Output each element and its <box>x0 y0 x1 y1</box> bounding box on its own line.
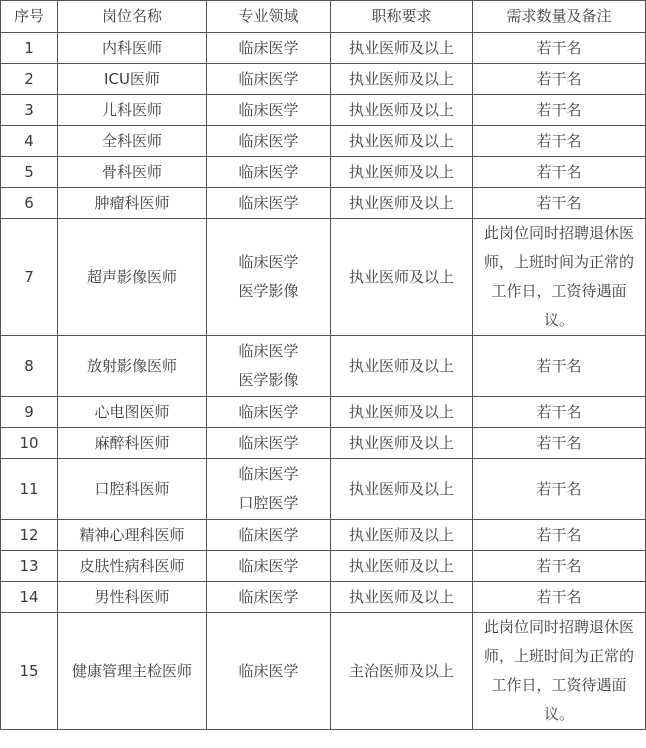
cell-note: 若干名 <box>473 157 646 188</box>
cell-index: 7 <box>1 219 58 336</box>
table-row <box>1 188 646 219</box>
cell-index: 3 <box>1 95 58 126</box>
cell-position: 男性科医师 <box>58 582 207 613</box>
table-header-row <box>1 1 646 33</box>
cell-requirement: 执业医师及以上 <box>331 428 473 459</box>
cell-note: 若干名 <box>473 126 646 157</box>
cell-note: 若干名 <box>473 33 646 64</box>
table-row <box>1 336 646 397</box>
cell-position: 肿瘤科医师 <box>58 188 207 219</box>
field-line: 临床医学 <box>238 465 299 483</box>
cell-note: 若干名 <box>473 336 646 397</box>
field-line: 临床医学 <box>238 342 299 360</box>
cell-note: 若干名 <box>473 582 646 613</box>
cell-position: 心电图医师 <box>58 397 207 428</box>
cell-position: 放射影像医师 <box>58 336 207 397</box>
field-line: 临床医学 <box>238 38 299 57</box>
cell-position: 皮肤性病科医师 <box>58 551 207 582</box>
cell-requirement: 执业医师及以上 <box>331 95 473 126</box>
cell-requirement: 执业医师及以上 <box>331 157 473 188</box>
field-line: 医学影像 <box>238 371 299 389</box>
cell-index: 8 <box>1 336 58 397</box>
cell-position: 精神心理科医师 <box>58 520 207 551</box>
cell-position: ICU医师 <box>58 64 207 95</box>
table-row <box>1 582 646 613</box>
cell-index: 11 <box>1 459 58 520</box>
header-field: 专业领域 <box>207 1 331 33</box>
table-row <box>1 613 646 730</box>
cell-index: 14 <box>1 582 58 613</box>
cell-field <box>207 459 331 520</box>
cell-field <box>207 582 331 613</box>
cell-requirement: 执业医师及以上 <box>331 219 473 336</box>
cell-note: 若干名 <box>473 64 646 95</box>
field-line: 临床医学 <box>238 402 299 421</box>
cell-requirement: 执业医师及以上 <box>331 551 473 582</box>
field-line: 临床医学 <box>238 253 299 271</box>
cell-requirement: 执业医师及以上 <box>331 336 473 397</box>
cell-field <box>207 64 331 95</box>
table-row <box>1 157 646 188</box>
cell-position: 内科医师 <box>58 33 207 64</box>
cell-requirement: 执业医师及以上 <box>331 520 473 551</box>
cell-position: 麻醉科医师 <box>58 428 207 459</box>
cell-index: 5 <box>1 157 58 188</box>
header-index: 序号 <box>1 1 58 33</box>
cell-field <box>207 95 331 126</box>
cell-index: 12 <box>1 520 58 551</box>
cell-field <box>207 551 331 582</box>
cell-index: 1 <box>1 33 58 64</box>
cell-note: 若干名 <box>473 397 646 428</box>
cell-index: 13 <box>1 551 58 582</box>
field-line: 医学影像 <box>238 282 299 300</box>
cell-index: 2 <box>1 64 58 95</box>
table-row <box>1 459 646 520</box>
field-line: 临床医学 <box>238 556 299 575</box>
cell-position: 儿科医师 <box>58 95 207 126</box>
cell-field <box>207 33 331 64</box>
field-line: 口腔医学 <box>238 494 299 512</box>
table-row <box>1 397 646 428</box>
cell-requirement: 执业医师及以上 <box>331 459 473 520</box>
cell-note: 若干名 <box>473 459 646 520</box>
field-line: 临床医学 <box>238 162 299 181</box>
cell-field <box>207 613 331 730</box>
field-line: 临床医学 <box>238 100 299 119</box>
cell-requirement: 执业医师及以上 <box>331 126 473 157</box>
header-position: 岗位名称 <box>58 1 207 33</box>
cell-field <box>207 126 331 157</box>
cell-requirement: 执业医师及以上 <box>331 188 473 219</box>
cell-index: 10 <box>1 428 58 459</box>
cell-requirement: 执业医师及以上 <box>331 33 473 64</box>
cell-note: 若干名 <box>473 551 646 582</box>
field-line: 临床医学 <box>238 433 299 452</box>
cell-requirement: 主治医师及以上 <box>331 613 473 730</box>
cell-requirement: 执业医师及以上 <box>331 397 473 428</box>
table-row <box>1 126 646 157</box>
table-body <box>1 33 646 730</box>
cell-index: 6 <box>1 188 58 219</box>
field-line: 临床医学 <box>238 193 299 212</box>
cell-field <box>207 157 331 188</box>
table-row <box>1 428 646 459</box>
cell-field <box>207 336 331 397</box>
field-line: 临床医学 <box>238 661 299 680</box>
cell-note: 若干名 <box>473 520 646 551</box>
cell-index: 4 <box>1 126 58 157</box>
cell-position: 全科医师 <box>58 126 207 157</box>
cell-note: 若干名 <box>473 188 646 219</box>
cell-position: 健康管理主检医师 <box>58 613 207 730</box>
header-title-requirement: 职称要求 <box>331 1 473 33</box>
cell-position: 超声影像医师 <box>58 219 207 336</box>
table-row <box>1 520 646 551</box>
cell-note: 若干名 <box>473 428 646 459</box>
cell-field <box>207 397 331 428</box>
cell-field <box>207 219 331 336</box>
cell-index: 15 <box>1 613 58 730</box>
table-row <box>1 95 646 126</box>
cell-field <box>207 188 331 219</box>
cell-requirement: 执业医师及以上 <box>331 582 473 613</box>
cell-position: 骨科医师 <box>58 157 207 188</box>
cell-field <box>207 520 331 551</box>
cell-requirement: 执业医师及以上 <box>331 64 473 95</box>
field-line: 临床医学 <box>238 525 299 544</box>
cell-note: 若干名 <box>473 95 646 126</box>
cell-note: 此岗位同时招聘退休医师，上班时间为正常的工作日，工资待遇面议。 <box>473 613 646 730</box>
field-line: 临床医学 <box>238 131 299 150</box>
table-row <box>1 551 646 582</box>
cell-note: 此岗位同时招聘退休医师，上班时间为正常的工作日，工资待遇面议。 <box>473 219 646 336</box>
table-row <box>1 219 646 336</box>
cell-position: 口腔科医师 <box>58 459 207 520</box>
field-line: 临床医学 <box>238 69 299 88</box>
field-line: 临床医学 <box>238 587 299 606</box>
header-quantity-note: 需求数量及备注 <box>473 1 646 33</box>
cell-index: 9 <box>1 397 58 428</box>
table-row <box>1 64 646 95</box>
cell-field <box>207 428 331 459</box>
table-row <box>1 33 646 64</box>
